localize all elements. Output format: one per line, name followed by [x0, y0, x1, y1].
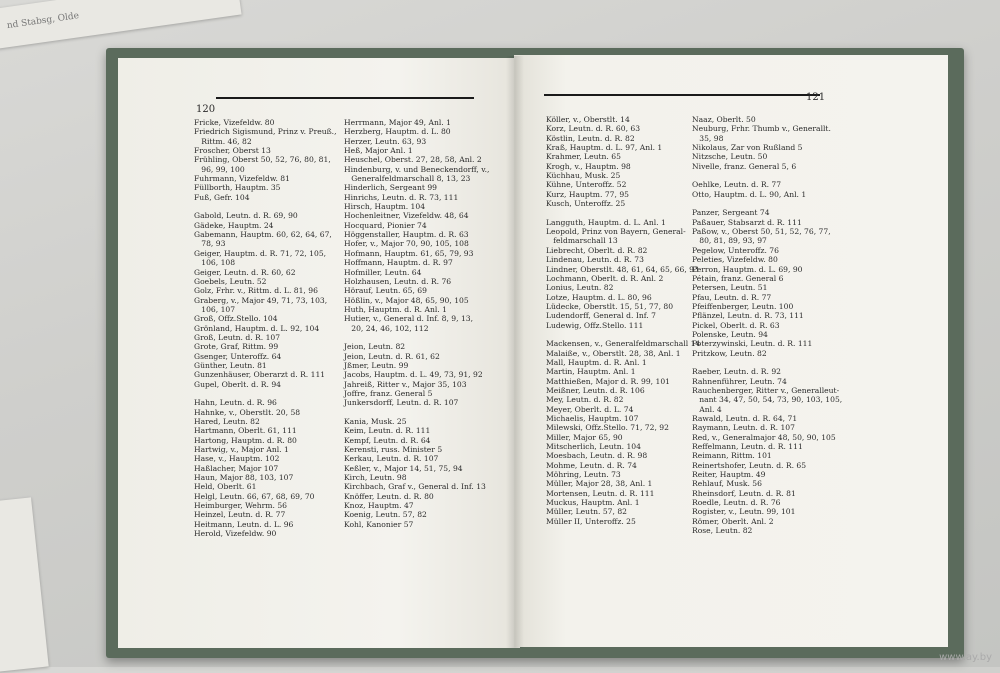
index-entry: Heuschel, Oberst. 27, 28, 58, Anl. 2: [344, 155, 482, 165]
index-entry: [546, 330, 700, 339]
index-entry: Goebels, Leutn. 52: [194, 276, 267, 286]
index-entry: Herzer, Leutn. 63, 93: [344, 136, 427, 146]
index-entry: Mackensen, v., Generalfeldmarschall 14: [546, 339, 701, 349]
index-entry: 106, 107: [194, 304, 236, 314]
index-entry: Michaelis, Hauptm. 107: [546, 414, 639, 423]
index-entry: Hutier, v., General d. Inf. 8, 9, 13,: [344, 314, 474, 324]
index-entry: Knoz, Hauptm. 47: [344, 501, 414, 511]
index-entry: 80, 81, 89, 93, 97: [692, 236, 767, 246]
index-entry: Kohl, Kanonier 57: [344, 519, 414, 529]
index-entry: Hase, v., Hauptm. 102: [194, 454, 280, 464]
index-entry: Nitzsche, Leutn. 50: [692, 152, 768, 162]
index-entry: Geiger, Leutn. d. R. 60, 62: [194, 267, 296, 277]
index-entry: Kirchbach, Graf v., General d. Inf. 13: [344, 482, 486, 492]
index-entry: Friedrich Sigismund, Prinz v. Preuß.,: [194, 127, 337, 137]
index-entry: Lüdecke, Oberstlt. 15, 51, 77, 80: [546, 301, 674, 311]
index-entry: Günther, Leutn. 81: [194, 360, 267, 370]
index-entry: Graberg, v., Major 49, 71, 73, 103,: [194, 295, 328, 305]
index-entry: Gädeke, Hauptm. 24: [194, 220, 274, 230]
index-entry: Pfau, Leutn. d. R. 77: [692, 292, 772, 302]
index-entry: Holzhausen, Leutn. d. R. 76: [344, 276, 452, 286]
index-entry: Hartwig, v., Major Anl. 1: [194, 445, 289, 455]
index-entry: Mitscherlich, Leutn. 104: [546, 442, 641, 452]
index-entry: Anl. 4: [692, 404, 722, 414]
index-entry: Mortensen, Leutn. d. R. 111: [546, 488, 655, 498]
index-entry: Hofer, v., Major 70, 90, 105, 108: [344, 239, 469, 249]
index-entry: Korz, Leutn. d. R. 60, 63: [546, 124, 641, 134]
index-entry: [194, 202, 337, 211]
index-entry: Malaiße, v., Oberstlt. 28, 38, Anl. 1: [546, 348, 681, 358]
index-entry: Rahnenführer, Leutn. 74: [692, 376, 787, 386]
index-entry: Petersen, Leutn. 51: [692, 283, 768, 293]
index-entry: Paßauer, Stabsarzt d. R. 111: [692, 217, 802, 227]
index-entry: Rawald, Leutn. d. R. 64, 71: [692, 414, 798, 423]
index-entry: Liebrecht, Oberlt. d. R. 82: [546, 245, 648, 255]
index-entry: Reimann, Rittm. 101: [692, 451, 772, 461]
index-entry: Hahn, Leutn. d. R. 96: [194, 398, 277, 408]
index-entry: Hinderlich, Sergeant 99: [344, 183, 437, 193]
index-entry: Kerkau, Leutn. d. R. 107: [344, 454, 439, 464]
index-entry: [692, 171, 842, 180]
index-entry: Peleties, Vizefeldw. 80: [692, 255, 778, 265]
index-entry: Roedle, Leutn. d. R. 76: [692, 498, 781, 508]
index-entry: Hößlin, v., Major 48, 65, 90, 105: [344, 295, 469, 305]
right-page: [514, 55, 948, 647]
index-entry: Hoffmann, Hauptm. d. R. 97: [344, 258, 453, 268]
index-entry: Pritzkow, Leutn. 82: [692, 348, 767, 358]
index-entry: 96, 99, 100: [194, 164, 245, 174]
index-entry: Geiger, Hauptm. d. R. 71, 72, 105,: [194, 248, 327, 258]
header-rule-right: [544, 94, 820, 96]
page-number-left: 120: [196, 104, 216, 115]
index-entry: Otto, Hauptm. d. L. 90, Anl. 1: [692, 189, 807, 199]
background-paper-corner: [0, 497, 49, 672]
index-entry: Muckus, Hauptm. Anl. 1: [546, 498, 640, 508]
slip-text: nd Stabsg, Olde: [6, 11, 80, 32]
index-entry: Gupel, Oberlt. d. R. 94: [194, 379, 281, 389]
index-entry: Fricke, Vizefeldw. 80: [194, 118, 275, 127]
index-entry: Groß, Offz.Stello. 104: [194, 314, 278, 324]
index-entry: Jacobs, Hauptm. d. L. 49, 73, 91, 92: [344, 370, 483, 380]
index-column-left-2: [344, 118, 489, 529]
index-entry: Fuß, Gefr. 104: [194, 192, 250, 202]
index-entry: [692, 358, 842, 367]
index-entry: Generalfeldmarschall 8, 13, 23: [344, 174, 471, 184]
index-entry: Kühne, Unteroffz. 52: [546, 180, 627, 190]
index-entry: Meißner, Leutn. d. R. 106: [546, 385, 645, 395]
left-page: [118, 58, 520, 648]
index-entry: 35, 98: [692, 133, 724, 143]
index-entry: Pfeiffenberger, Leutn. 100: [692, 301, 794, 311]
index-entry: Nikolaus, Zar von Rußland 5: [692, 143, 803, 153]
index-column-right-2: [692, 115, 842, 535]
index-entry: Hahnke, v., Oberstlt. 20, 58: [194, 407, 301, 417]
index-entry: feldmarschall 13: [546, 236, 618, 246]
index-entry: Füllborth, Hauptm. 35: [194, 183, 281, 193]
index-entry: Müller, Leutn. 57, 82: [546, 507, 627, 517]
index-entry: Haun, Major 88, 103, 107: [194, 473, 294, 483]
index-entry: Leopold, Prinz von Bayern, General-: [546, 227, 686, 237]
index-entry: Jeion, Leutn. 82: [344, 342, 406, 352]
index-entry: Joffre, franz. General 5: [344, 388, 433, 398]
index-entry: Hofmiller, Leutn. 64: [344, 267, 422, 277]
index-entry: Krogh, v., Hauptm. 98: [546, 161, 631, 171]
index-entry: Mall, Hauptm. d. R. Anl. 1: [546, 357, 647, 367]
index-entry: Keim, Leutn. d. R. 111: [344, 426, 431, 436]
index-entry: Matthießen, Major d. R. 99, 101: [546, 376, 670, 386]
index-entry: Knöffer, Leutn. d. R. 80: [344, 491, 434, 501]
index-entry: Hocquard, Pionier 74: [344, 220, 427, 230]
index-entry: Hörauf, Leutn. 65, 69: [344, 286, 427, 296]
index-entry: Kirch, Leutn. 98: [344, 473, 407, 483]
index-entry: Meyer, Oberlt. d. L. 74: [546, 404, 634, 414]
index-entry: Rauchenberger, Ritter v., Generalleut-: [692, 385, 840, 395]
index-entry: Heß, Major Anl. 1: [344, 146, 413, 156]
index-entry: Lindner, Oberstlt. 48, 61, 64, 65, 66, 93: [546, 264, 699, 274]
book-spine-shadow: [506, 56, 524, 648]
index-entry: Heitmann, Leutn. d. L. 96: [194, 519, 294, 529]
index-entry: Kerensti, russ. Minister 5: [344, 445, 443, 455]
index-entry: Neuburg, Frhr. Thumb v., Generallt.: [692, 124, 831, 134]
index-entry: Köller, v., Oberstlt. 14: [546, 115, 630, 124]
index-entry: Junkersdorff, Leutn. d. R. 107: [344, 398, 459, 408]
index-entry: Rehlauf, Musk. 56: [692, 479, 762, 489]
index-entry: Gunzenhäuser, Oberarzt d. R. 111: [194, 370, 326, 380]
index-entry: Köstlin, Leutn. d. R. 82: [546, 133, 635, 143]
background-paper-slip: [0, 0, 242, 49]
index-entry: Hared, Leutn. 82: [194, 417, 260, 426]
index-entry: Müller II, Unteroffz. 25: [546, 516, 636, 526]
index-entry: Hindenburg, v. und Beneckendorff, v.,: [344, 164, 490, 174]
index-entry: [692, 199, 842, 208]
index-entry: Gsenger, Unteroffz. 64: [194, 351, 282, 361]
index-entry: Langguth, Hauptm. d. L. Anl. 1: [546, 217, 666, 227]
index-entry: Heimburger, Wehrm. 56: [194, 501, 287, 511]
index-entry: Naaz, Oberlt. 50: [692, 115, 756, 124]
index-entry: Herold, Vizefeldw. 90: [194, 529, 277, 539]
index-entry: Froscher, Oberst 13: [194, 146, 271, 156]
index-entry: Rose, Leutn. 82: [692, 526, 753, 536]
index-entry: Rogister, v., Leutn. 99, 101: [692, 507, 796, 517]
index-entry: Huth, Hauptm. d. R. Anl. 1: [344, 304, 447, 314]
index-entry: Ludewig, Offz.Stello. 111: [546, 320, 644, 330]
index-entry: Milewski, Offz.Stello. 71, 72, 92: [546, 423, 669, 433]
index-entry: Groß, Leutn. d. R. 107: [194, 332, 281, 342]
index-entry: Heinzel, Leutn. d. R. 77: [194, 510, 286, 520]
index-entry: Rittm. 46, 82: [194, 136, 252, 146]
index-entry: [344, 333, 489, 342]
index-entry: Red, v., Generalmajor 48, 50, 90, 105: [692, 432, 836, 442]
index-entry: Oehlke, Leutn. d. R. 77: [692, 180, 782, 190]
index-entry: Polenske, Leutn. 94: [692, 329, 768, 339]
index-entry: Kania, Musk. 25: [344, 417, 407, 426]
index-entry: Moesbach, Leutn. d. R. 98: [546, 451, 648, 461]
index-entry: Grote, Graf, Rittm. 99: [194, 342, 279, 352]
watermark: www.ay.by: [939, 652, 992, 663]
index-entry: Mey, Leutn. d. R. 82: [546, 395, 624, 405]
index-entry: Frühling, Oberst 50, 52, 76, 80, 81,: [194, 155, 331, 165]
index-entry: Hinrichs, Leutn. d. R. 73, 111: [344, 192, 459, 202]
index-entry: Nivelle, franz. General 5, 6: [692, 161, 797, 171]
index-entry: Pflänzel, Leutn. d. R. 73, 111: [692, 311, 804, 321]
index-entry: Müller, Major 28, 38, Anl. 1: [546, 479, 653, 489]
index-entry: [344, 408, 489, 417]
index-entry: Küchhau, Musk. 25: [546, 171, 621, 181]
index-entry: Raymann, Leutn. d. R. 107: [692, 423, 795, 433]
index-entry: Pétain, franz. General 6: [692, 273, 784, 283]
index-entry: Haßlacher, Major 107: [194, 463, 279, 473]
index-entry: Jeion, Leutn. d. R. 61, 62: [344, 351, 440, 361]
index-entry: Gabemann, Hauptm. 60, 62, 64, 67,: [194, 230, 332, 240]
index-entry: 78, 93: [194, 239, 226, 249]
index-entry: Ludendorff, General d. Inf. 7: [546, 311, 656, 321]
index-entry: Poterzywinski, Leutn. d. R. 111: [692, 339, 813, 349]
index-entry: Gabold, Leutn. d. R. 69, 90: [194, 211, 298, 221]
index-entry: Hirsch, Hauptm. 104: [344, 202, 426, 212]
header-rule-left: [216, 97, 474, 99]
index-entry: Pickel, Oberlt. d. R. 63: [692, 320, 780, 330]
index-entry: nant 34, 47, 50, 54, 73, 90, 103, 105,: [692, 395, 843, 405]
index-entry: Hartmann, Oberlt. 61, 111: [194, 426, 297, 436]
index-entry: Krahmer, Leutn. 65: [546, 152, 621, 162]
index-entry: Möhring, Leutn. 73: [546, 470, 621, 480]
index-entry: Lochmann, Oberlt. d. R. Anl. 2: [546, 273, 664, 283]
index-entry: 106, 108: [194, 258, 236, 268]
index-entry: Reinertshofer, Leutn. d. R. 65: [692, 460, 807, 470]
index-entry: Kusch, Unteroffz. 25: [546, 199, 626, 209]
index-entry: Raeber, Leutn. d. R. 92: [692, 367, 781, 377]
index-entry: Rheinsdorf, Leutn. d. R. 81: [692, 488, 796, 498]
index-entry: Koenig, Leutn. 57, 82: [344, 510, 427, 520]
index-entry: Perron, Hauptm. d. L. 69, 90: [692, 264, 803, 274]
index-entry: [546, 208, 700, 217]
index-entry: Lotze, Hauptm. d. L. 80, 96: [546, 292, 652, 302]
index-entry: Herrmann, Major 49, Anl. 1: [344, 118, 451, 127]
index-entry: Lonius, Leutn. 82: [546, 283, 614, 293]
index-entry: Miller, Major 65, 90: [546, 432, 623, 442]
index-column-right-1: [546, 115, 700, 526]
index-entry: Paßow, v., Oberst 50, 51, 52, 76, 77,: [692, 227, 831, 237]
index-entry: Lindenau, Leutn. d. R. 73: [546, 255, 644, 265]
index-entry: Jßmer, Leutn. 99: [344, 360, 409, 370]
index-entry: Pegelow, Unteroffz. 76: [692, 245, 779, 255]
index-entry: Höggenstaller, Hauptm. d. R. 63: [344, 230, 469, 240]
index-entry: Reiter, Hauptm. 49: [692, 470, 766, 480]
index-entry: Jahreiß, Ritter v., Major 35, 103: [344, 379, 467, 389]
index-entry: [194, 389, 337, 398]
index-entry: Golz, Frhr. v., Rittm. d. L. 81, 96: [194, 286, 318, 296]
index-entry: Mohme, Leutn. d. R. 74: [546, 460, 637, 470]
index-entry: Kempf, Leutn. d. R. 64: [344, 435, 431, 445]
index-entry: Fuhrmann, Vizefeldw. 81: [194, 174, 290, 184]
index-entry: Kraß, Hauptm. d. L. 97, Anl. 1: [546, 143, 663, 153]
index-entry: Keßler, v., Major 14, 51, 75, 94: [344, 463, 463, 473]
page-number-right: 121: [806, 92, 826, 103]
index-entry: Martin, Hauptm. Anl. 1: [546, 367, 636, 377]
index-entry: Grönland, Hauptm. d. L. 92, 104: [194, 323, 320, 333]
index-entry: Helgl, Leutn. 66, 67, 68, 69, 70: [194, 491, 315, 501]
index-entry: Reffelmann, Leutn. d. R. 111: [692, 442, 803, 452]
index-entry: Römer, Oberlt. Anl. 2: [692, 516, 774, 526]
index-entry: Kurz, Hauptm. 77, 95: [546, 189, 629, 199]
index-entry: Hartong, Hauptm. d. R. 80: [194, 435, 297, 445]
index-entry: Hofmann, Hauptm. 61, 65, 79, 93: [344, 248, 474, 258]
index-entry: Held, Oberlt. 61: [194, 482, 257, 492]
index-entry: Panzer, Sergeant 74: [692, 208, 770, 218]
index-column-left-1: [194, 118, 337, 538]
index-entry: Herzberg, Hauptm. d. L. 80: [344, 127, 451, 137]
index-entry: Hochenleitner, Vizefeldw. 48, 64: [344, 211, 469, 221]
index-entry: 20, 24, 46, 102, 112: [344, 323, 429, 333]
